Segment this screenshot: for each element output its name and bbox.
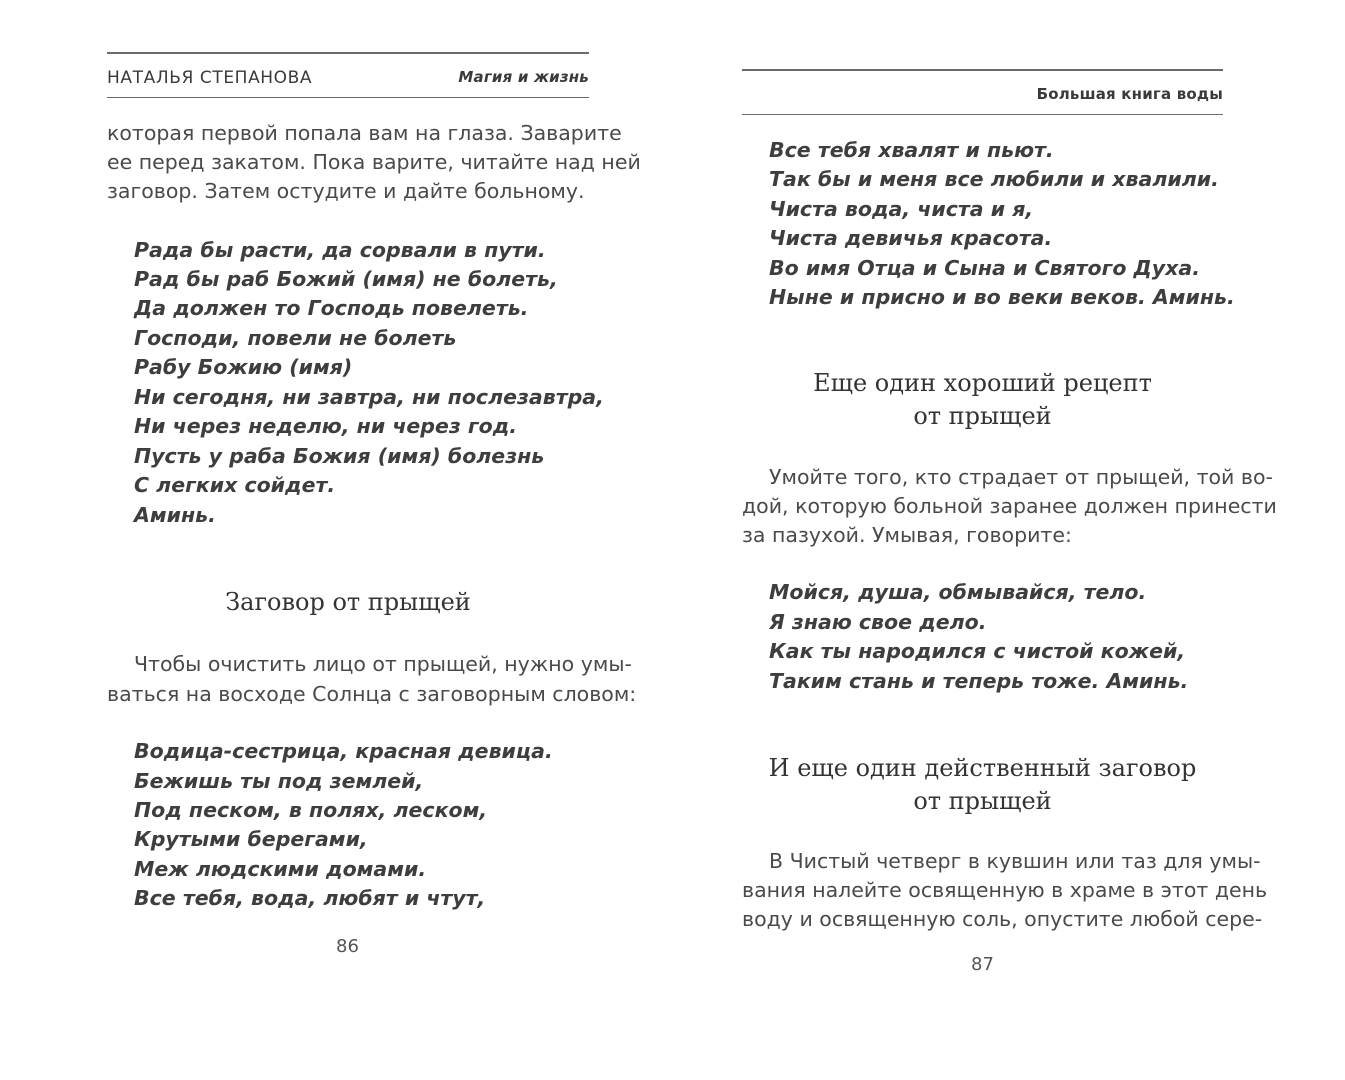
verse-line: Рад бы раб Божий (имя) не болеть, xyxy=(134,267,558,291)
verse-line: Бежишь ты под землей, xyxy=(134,769,424,793)
verse-line: С легких сойдет. xyxy=(134,473,336,497)
verse-line: Все тебя, вода, любят и чтут, xyxy=(134,886,486,910)
verse-line: Во имя Отца и Сына и Святого Духа. xyxy=(769,256,1201,280)
verse-line: Рабу Божию (имя) xyxy=(134,355,353,379)
header-bottom-rule xyxy=(107,97,589,98)
header-top-rule xyxy=(107,52,589,54)
verse-line: Ни сегодня, ни завтра, ни послезавтра, xyxy=(134,385,604,409)
verse-line: Так бы и меня все любили и хвалили. xyxy=(769,167,1219,191)
verse-line: Чиста вода, чиста и я, xyxy=(769,197,1034,221)
verse-line: Таким стань и теперь тоже. Аминь. xyxy=(769,669,1189,693)
right-page xyxy=(672,0,1345,1080)
verse-line: Да должен то Господь повелеть. xyxy=(134,296,529,320)
verse-line: Господи, повели не болеть xyxy=(134,326,457,350)
verse-line: Водица-сестрица, красная девица. xyxy=(134,739,553,763)
text-line: за пазухой. Умывая, говорите: xyxy=(742,523,1072,547)
running-header-author: НАТАЛЬЯ СТЕПАНОВА xyxy=(107,68,313,88)
section-heading xyxy=(742,752,1223,818)
left-page xyxy=(0,0,672,1080)
text-line: ваться на восходе Солнца с заговорным словом: xyxy=(107,682,637,706)
verse-line: Ныне и присно и во веки веков. Аминь. xyxy=(769,285,1235,309)
text-line: ее перед закатом. Пока варите, читайте над ней xyxy=(107,150,641,174)
text-line: Умойте того, кто страдает от прыщей, той во- xyxy=(769,465,1273,489)
verse-line: Аминь. xyxy=(134,503,216,527)
running-header-title: Магия и жизнь xyxy=(458,68,589,86)
page-number: 87 xyxy=(971,954,994,975)
text-line: которая первой попала вам на глаза. Заварите xyxy=(107,121,622,145)
verse-line: Крутыми берегами, xyxy=(134,827,368,851)
heading-line: И еще один действенный заговор xyxy=(768,754,1197,782)
verse-line: Чиста девичья красота. xyxy=(769,226,1053,250)
verse-line: Я знаю свое дело. xyxy=(769,610,987,634)
text-line: воду и освященную соль, опустите любой сере- xyxy=(742,907,1263,931)
verse-line: Ни через неделю, ни через год. xyxy=(134,414,518,438)
text-line: заговор. Затем остудите и дайте больному. xyxy=(107,179,585,203)
page-number: 86 xyxy=(336,936,359,957)
verse-line: Меж людскими домами. xyxy=(134,857,427,881)
text-line: В Чистый четверг в кувшин или таз для умы- xyxy=(769,849,1261,873)
heading-line: Еще один хороший рецепт xyxy=(813,369,1152,397)
verse-line: Под песком, в полях, леском, xyxy=(134,798,488,822)
header-bottom-rule xyxy=(742,114,1223,115)
heading-line: от прыщей xyxy=(913,787,1052,815)
text-line: дой, которую больной заранее должен принести xyxy=(742,494,1277,518)
text-line: Чтобы очистить лицо от прыщей, нужно умы- xyxy=(134,652,632,676)
verse-line: Пусть у раба Божия (имя) болезнь xyxy=(134,444,545,468)
heading-line: от прыщей xyxy=(913,402,1052,430)
verse-line: Все тебя хвалят и пьют. xyxy=(769,138,1054,162)
verse-line: Как ты народился с чистой кожей, xyxy=(769,639,1186,663)
section-heading: Заговор от прыщей xyxy=(225,588,471,616)
header-top-rule xyxy=(742,69,1223,71)
text-line: вания налейте освященную в храме в этот день xyxy=(742,878,1268,902)
verse-line: Рада бы расти, да сорвали в пути. xyxy=(134,238,546,262)
section-heading xyxy=(742,367,1223,433)
verse-line: Мойся, душа, обмывайся, тело. xyxy=(769,580,1147,604)
running-header-title: Большая книга воды xyxy=(1036,85,1223,103)
